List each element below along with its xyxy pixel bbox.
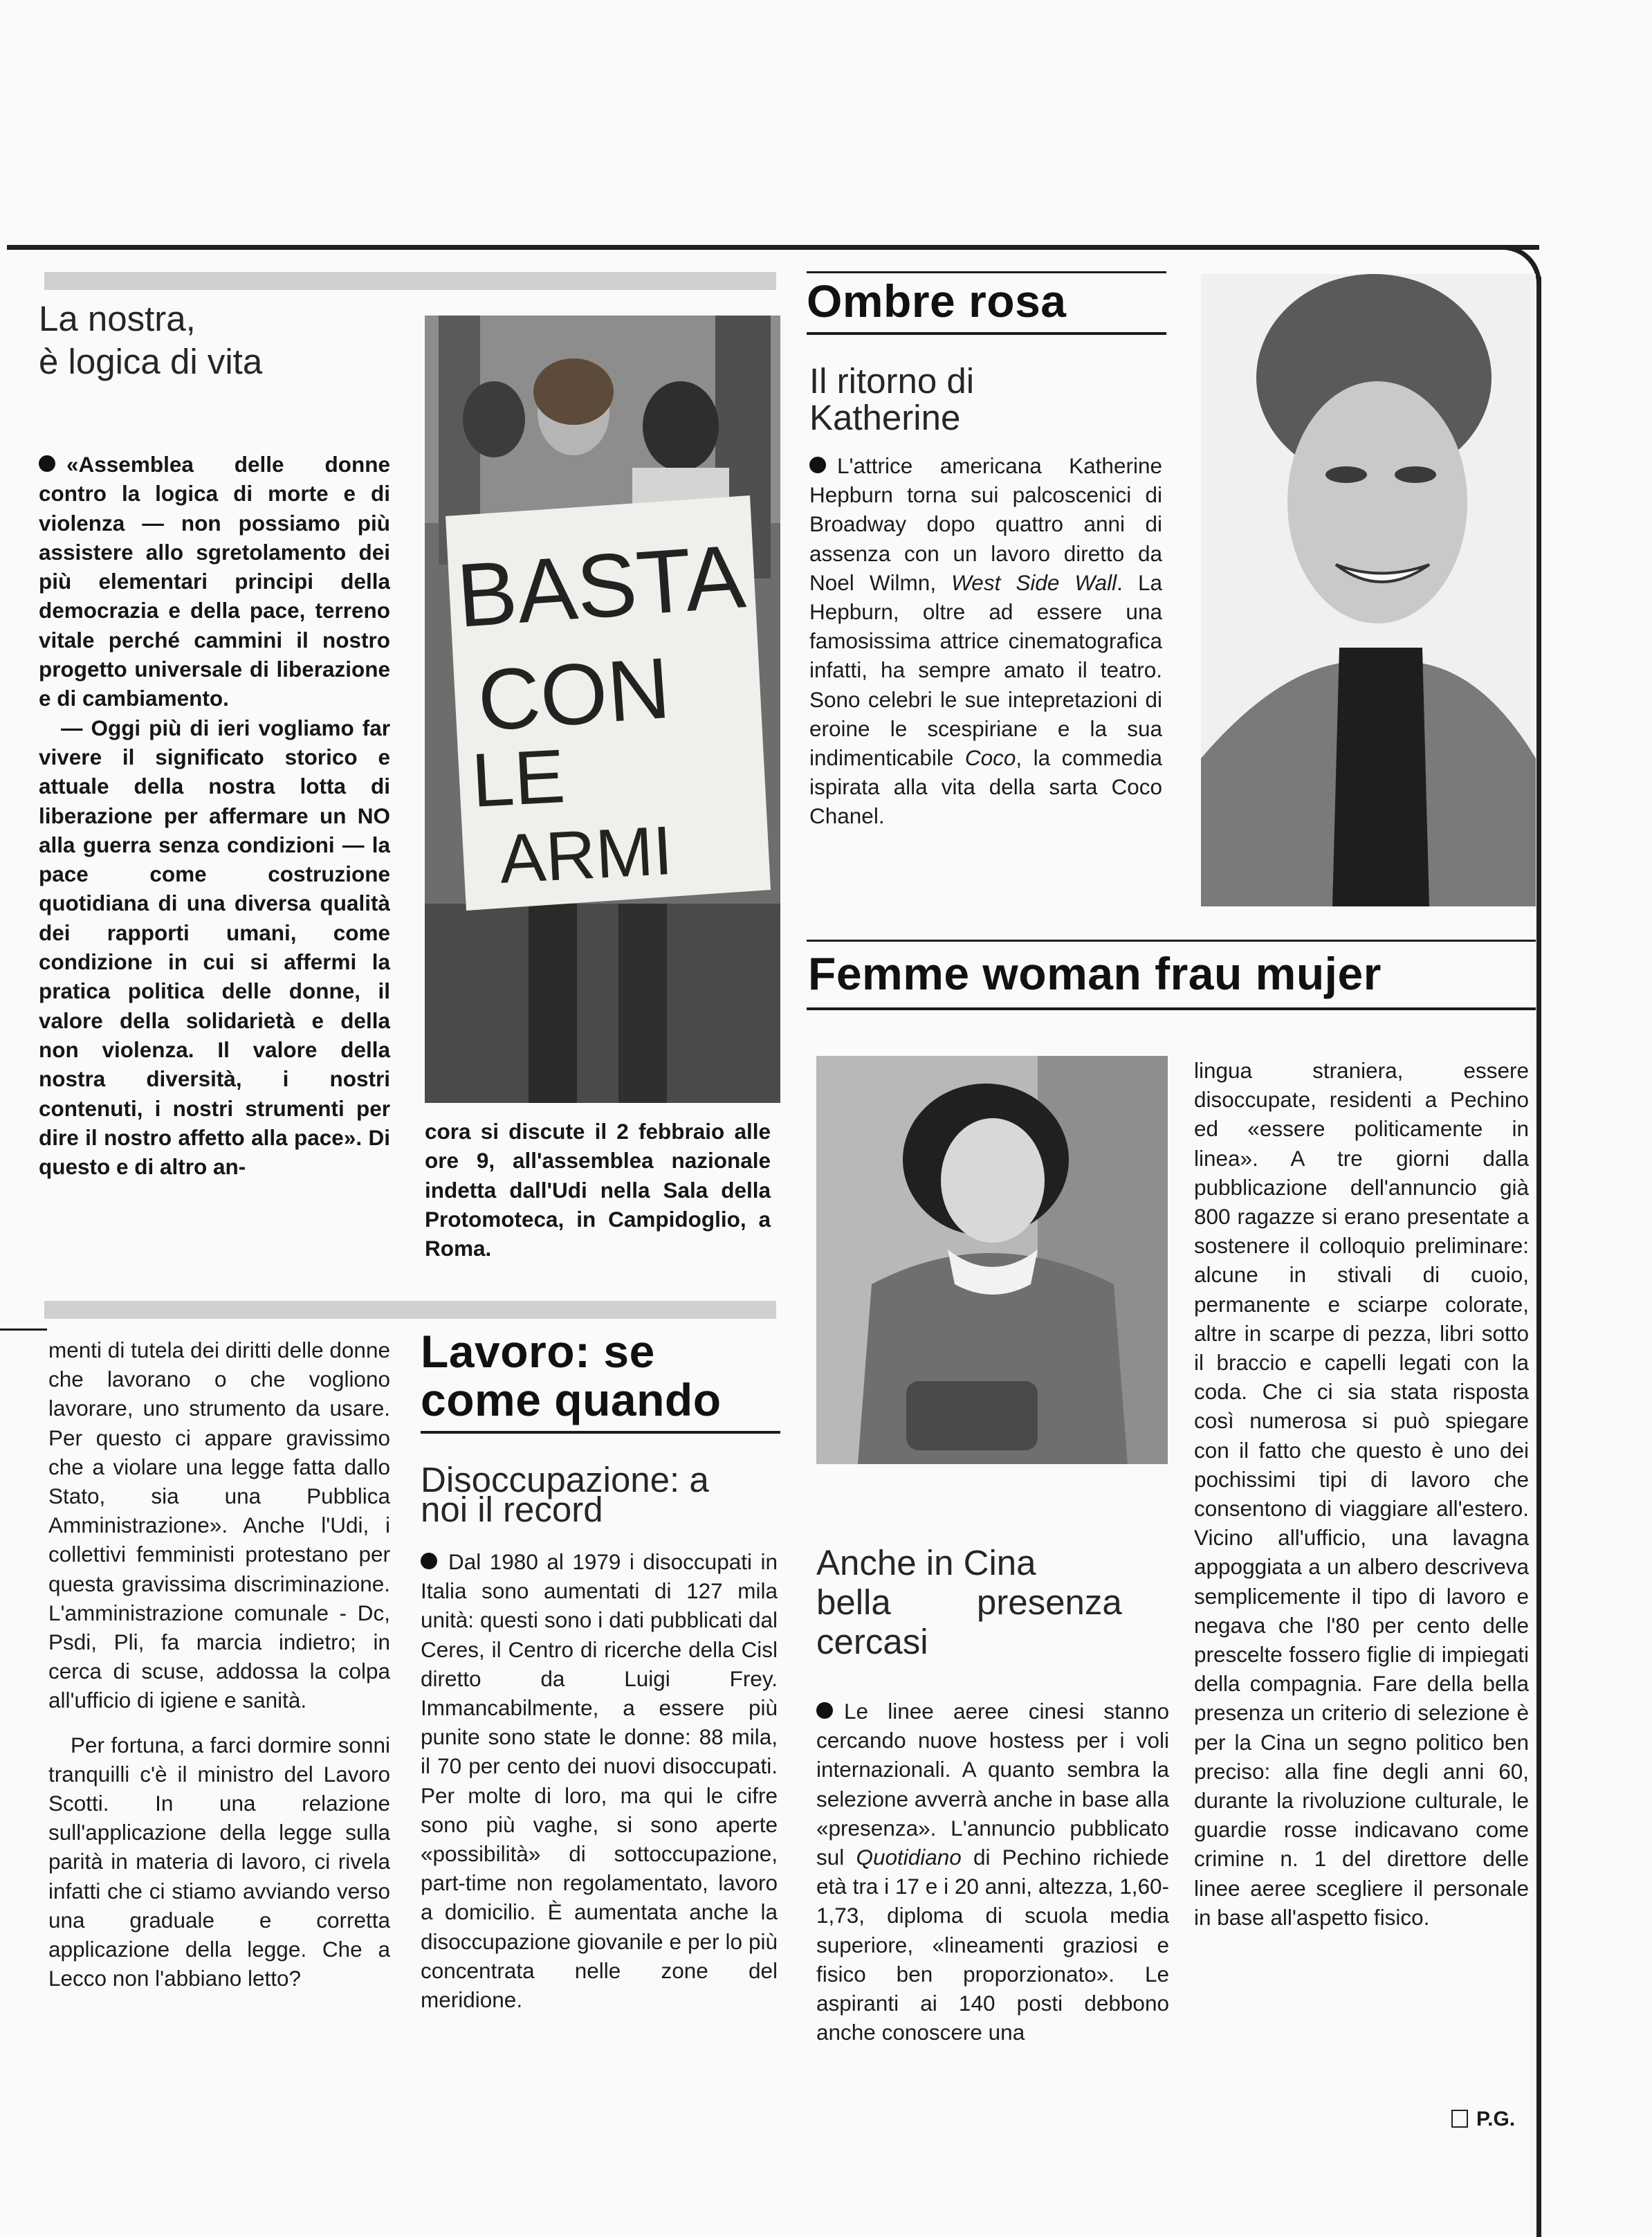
protest-photo (425, 316, 780, 1103)
bullet-icon (816, 1702, 833, 1719)
article-top-bar (44, 272, 776, 290)
lavoro-body: Dal 1980 al 1979 i disoccupati in Italia sono aumentati di 127 mila unità: questi sono i dati pubblicati dal Ceres, il Centro di ricerche della Cisl diretto da Luigi Frey. Immancabilmente, a essere più punite sono state le donne: 88 mila, il 70 per cento dei nuovi disoccupati. Per molte di loro, ma qui le cifre sono più vaghe, si sono aperte «possibilità» di sottoccupazione, part-time non regolamentato, lavoro a domicilio. È aumentata anche la disoccupazione giovanile e per lo più concentrata nelle zone del meridione. (421, 1549, 778, 2013)
signature: P.G. (1451, 2108, 1515, 2131)
bullet-icon (809, 457, 826, 473)
sign-text-le: LE (469, 733, 567, 823)
article-body-continuation: cora si discute il 2 febbraio alle ore 9, all'assemblea nazionale indetta dall'Udi nella Sala della Protomoteca, in Campidoglio, a Roma. (425, 1119, 771, 1261)
ombre-subtitle: Il ritorno di Katherine (809, 361, 975, 437)
lavoro-subtitle: Disoccupazione: a noi il record (421, 1460, 709, 1529)
end-mark-icon (1451, 2110, 1468, 2128)
ombre-top-rule (807, 271, 1166, 273)
sign-text-armi: ARMI (497, 812, 674, 898)
bullet-icon (421, 1553, 437, 1569)
article-title: La nostra, è logica di vita (39, 299, 263, 381)
margin-tick (0, 1328, 47, 1331)
hepburn-photo (1201, 274, 1536, 906)
article-body-column-1: «Assemblea delle donne contro la logica di morte e di violenza — non possiamo più assistere allo sgretolamento dei più elementari principi della democrazia e della pace, terreno vitale perché cammini il nostro progetto universale di liberazione e di cambiamento. — Oggi più di ieri vogliamo far vivere il significato storico e attuale della nostra lotta di liberazione per affermare un NO alla guerra senza condizioni — la pace come costruzione quotidiana di una diversa qualità dei rapporti umani, come condizione in cui si affermi la pratica politica delle donne, il valore della solidarietà e della non violenza. Il valore della nostra diversità, i nostri contenuti, i nostri strumenti per dire il nostro affetto alla pace». Di questo e di altro an- (39, 452, 390, 1180)
cina-photo (816, 1056, 1168, 1464)
femme-body-column-2: lingua straniera, essere disoccupate, residenti a Pechino ed «essere politicamente in linea». A tre giorni dalla pubblicazione dell'annuncio già 800 ragazze si erano presentate a sostenere il colloquio preliminare: alcune in stivali di cuoio, permanente e sciarpe colorate, altre in scarpe di pezza, libri sotto il braccio e capelli legati con la coda. Che ci sia stata risposta così numerosa si può spiegare con il fatto che questo è uno dei pochissimi tipi di lavoro che consentono di viaggiare all'estero. Vicino all'ufficio, una lavagna appoggiata a un albero descriveva semplicemente il tipo di lavoro e negava che l'80 per cento delle prescelte fossero figlie di impiegati della compagnia. Fare della bella presenza un criterio di selezione è per la Cina un segno politico ben preciso: alla fine degli anni 60, durante la rivoluzione culturale, le guardie rosse indicavano come crimine n. 1 del direttore delle linee aeree scegliere il personale in base all'aspetto fisico. (1194, 1058, 1529, 1930)
lower-left-text: menti di tutela dei diritti delle donne che lavorano o che vogliono lavorare, uno strumento da usare. Per questo ci appare gravissimo che a violare una legge fatta dallo Stato, sia una Pubblica Amministrazione». Anche l'Udi, i collettivi femministi protestano per questa gravissima discriminazione. L'amministrazione comunale - Dc, Psdi, Pli, fa marcia indietro; in cerca di scuse, addossa la colpa all'ufficio di igiene e sanità. Per fortuna, a farci dormire sonni tranquilli c'è il ministro del Lavoro Scotti. In una relazione sull'applicazione della legge sulla parità in materia di lavoro, ci rivela infatti che ci stiamo avviando verso una graduale e corretta applicazione della legge. Che a Lecco non l'abbiano letto? (48, 1337, 390, 1991)
lavoro-rule (421, 1431, 780, 1434)
bullet-icon (39, 455, 55, 472)
femme-title: Femme woman frau mujer (808, 948, 1382, 999)
lavoro-title: Lavoro: se come quando (421, 1326, 722, 1425)
protest-sign (446, 495, 771, 911)
sign-text-con: CON (475, 639, 673, 749)
ombre-title: Ombre rosa (807, 275, 1067, 327)
right-frame-rule (1536, 277, 1541, 2237)
article-bottom-bar (44, 1301, 776, 1319)
femme-rule (807, 1007, 1536, 1010)
ombre-rule (807, 332, 1166, 335)
femme-subtitle: Anche in Cina bella presenza cercasi (816, 1543, 1122, 1661)
femme-top-rule (807, 940, 1536, 942)
femme-body: Le linee aeree cinesi stanno cercando nuove hostess per i voli internazionali. A quanto sembra la selezione avverrà anche in base alla «presenza». L'annuncio pubblicato sul Quotidiano di Pechino richiede età tra i 17 e i 20 anni, altezza, 1,60-1,73, diploma di scuola media superiore, «lineamenti graziosi e fisico ben proporzionato». Le aspiranti ai 140 posti debbono anche conoscere una (816, 1699, 1169, 2045)
ombre-body: L'attrice americana Katherine Hepburn torna sui palcoscenici di Broadway dopo quattro anni di assenza con un lavoro diretto da Noel Wilmn, West Side Wall. La Hepburn, oltre ad essere una famosissima attrice cinematografica infatti, ha sempre amato il teatro. Sono celebri le sue intepretazioni di eroine le scespiriane e la sua indimenticabile Coco, la commedia ispirata alla vita della sarta Coco Chanel. (809, 453, 1162, 829)
top-frame-rule (7, 245, 1539, 250)
sign-text-basta: BASTA (453, 525, 749, 646)
